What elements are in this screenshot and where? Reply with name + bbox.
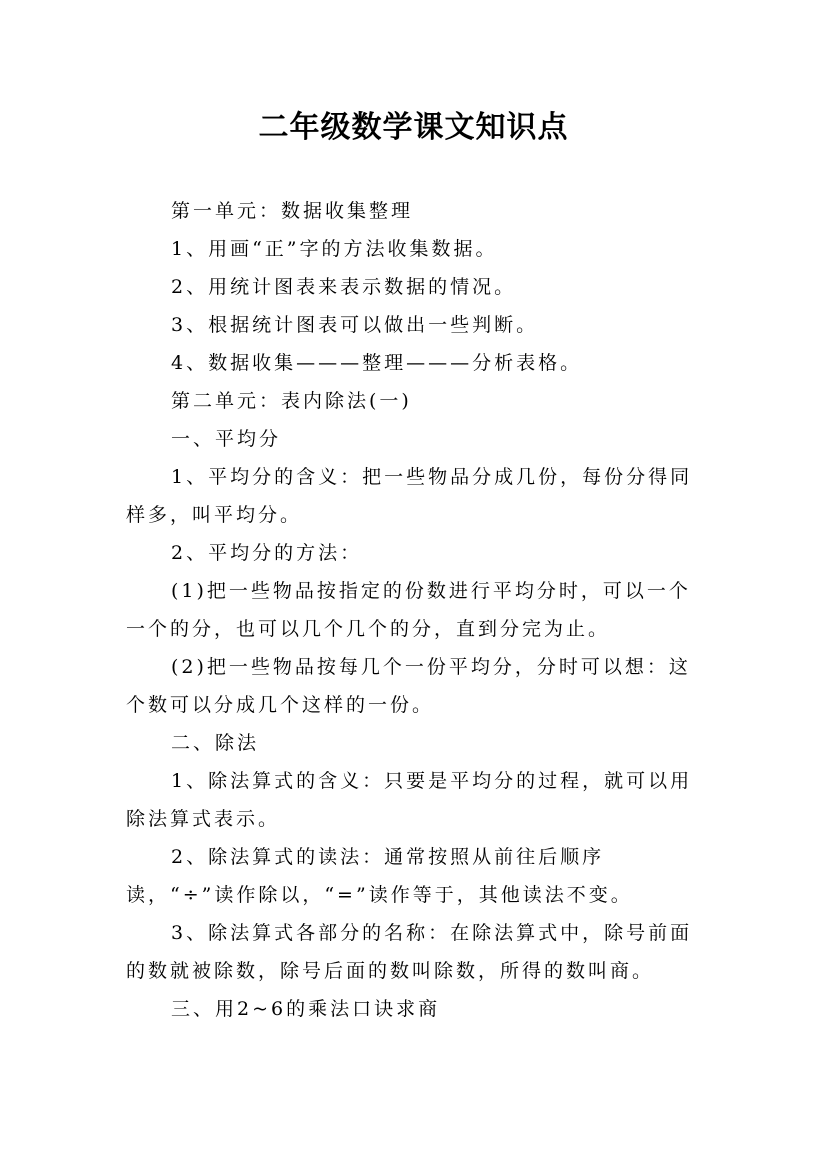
paragraph: 1、用画“正”字的方法收集数据。 bbox=[171, 238, 498, 260]
unit-heading: 第二单元：表内除法(一) bbox=[171, 390, 412, 412]
paragraph: 3、除法算式各部分的名称：在除法算式中，除号前面的数就被除数，除号后面的数叫除数，所得的数叫商。 bbox=[126, 922, 693, 982]
paragraph: (2)把一些物品按每几个一份平均分，分时可以想：这个数可以分成几个这样的一份。 bbox=[126, 656, 691, 716]
paragraph: (1)把一些物品按指定的份数进行平均分时，可以一个一个的分，也可以几个几个的分，直到分完为止。 bbox=[126, 580, 691, 640]
document-title: 二年级数学课文知识点 bbox=[258, 110, 569, 145]
document-body bbox=[126, 192, 706, 1028]
paragraph: 1、除法算式的含义：只要是平均分的过程，就可以用除法算式表示。 bbox=[126, 770, 693, 830]
paragraph: 4、数据收集———整理———分析表格。 bbox=[171, 352, 583, 374]
paragraph: 2、除法算式的读法：通常按照从前往后顺序读，“÷”读作除以，“=”读作等于，其他读法不变。 bbox=[126, 846, 633, 906]
paragraph: 2、用统计图表来表示数据的情况。 bbox=[171, 276, 517, 298]
paragraph: 1、平均分的含义：把一些物品分成几份，每份分得同样多，叫平均分。 bbox=[126, 466, 693, 526]
paragraph: 3、根据统计图表可以做出一些判断。 bbox=[171, 314, 539, 336]
paragraph: 2、平均分的方法： bbox=[171, 542, 363, 564]
section-heading: 三、用2~6的乘法口诀求商 bbox=[171, 998, 441, 1020]
unit-heading: 第一单元：数据收集整理 bbox=[171, 200, 414, 222]
section-heading: 二、除法 bbox=[171, 732, 260, 754]
section-heading: 一、平均分 bbox=[171, 428, 282, 450]
